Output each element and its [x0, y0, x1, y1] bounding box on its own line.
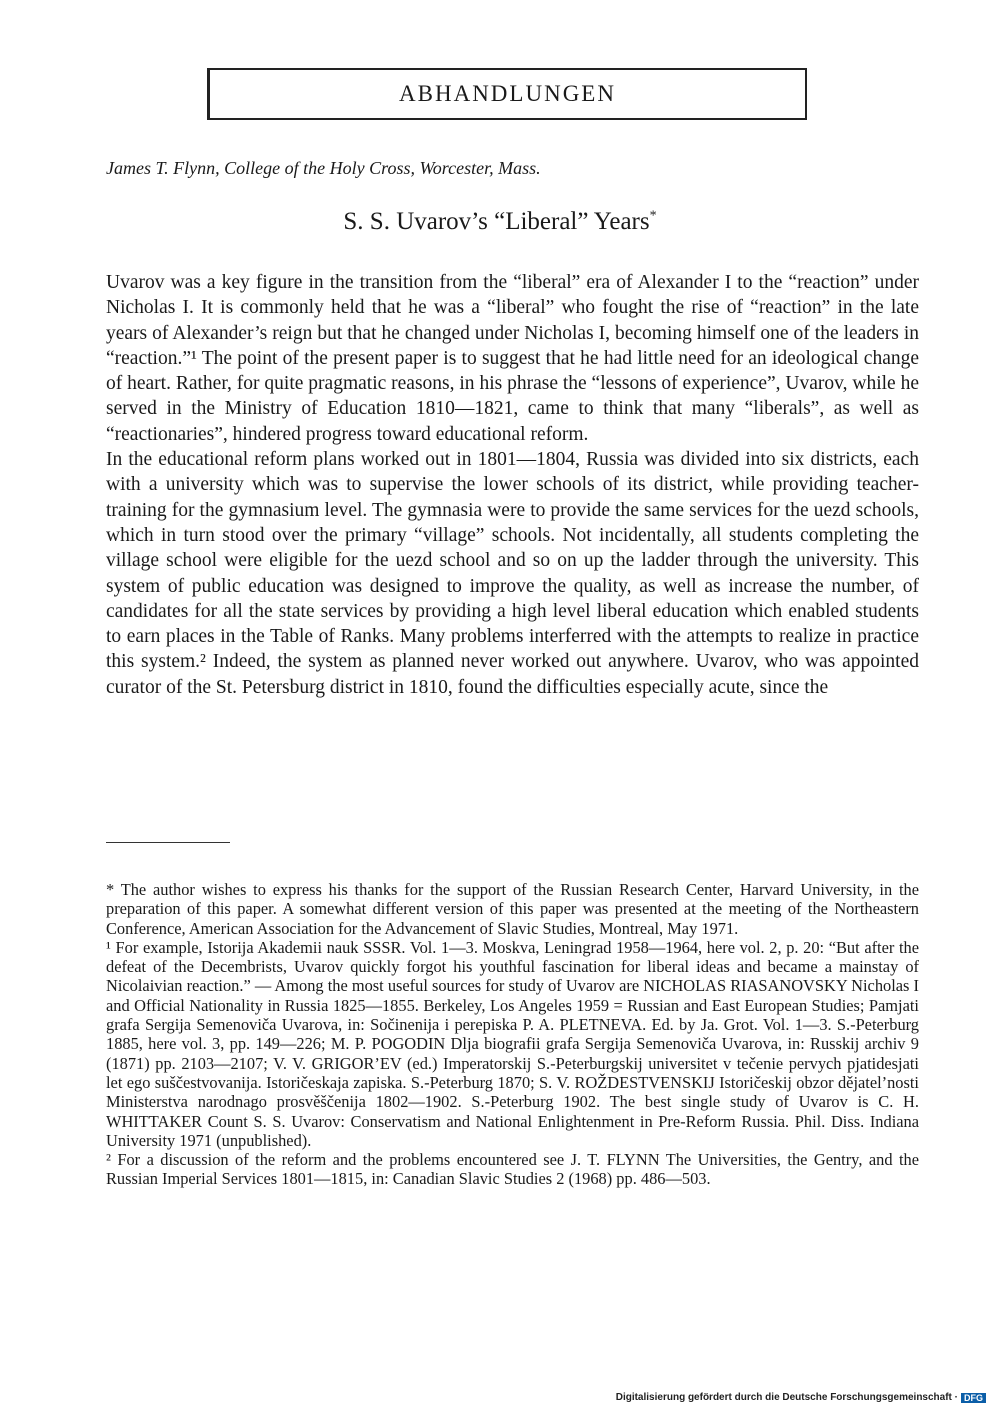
body-paragraph-2: In the educational reform plans worked out in 1801—1804, Russia was divided into six districts, each with a university which was to supervise the lower schools of its district, while providing teacher-training for the gymnasium level. The gymnasia were to provide the same services for the uezd schools, which in turn stood over the primary “village” schools. Not incidentally, all students completing the village school were eligible for the uezd school and so on up the ladder through the university. This system of public education was designed to improve the quality, as well as increase the number, of candidates for all the state services by providing a high level liberal education which enabled students to earn places in the Table of Ranks. Many problems interferred with the attempts to realize in practice this system.² Indeed, the system as planned never worked out anywhere. Uvarov, who was appointed curator of the St. Petersburg district in 1810, found the difficulties especially acute, since the	[106, 449, 919, 698]
section-header-box	[207, 68, 807, 120]
article-title-text: S. S. Uvarov’s “Liberal” Years	[343, 208, 650, 235]
article-title	[0, 208, 1000, 236]
article-body	[106, 270, 919, 700]
footnote-star: * The author wishes to express his thanks for the support of the Russian Research Center, Harvard University, in the preparation of this paper. A somewhat different version of this paper was presented at the meeting of the Northeastern Conference, American Association for the Advancement of Slavic Studies, Montreal, May 1971.	[106, 880, 919, 938]
dfg-logo: DFG	[961, 1393, 986, 1403]
footnotes	[106, 880, 919, 1189]
footnote-1: ¹ For example, Istorija Akademii nauk SSSR. Vol. 1—3. Moskva, Leningrad 1958—1964, here vol. 2, p. 20: “But after the defeat of the Decembrists, Uvarov quickly forgot his youthful fascination for liberal ideas and became a mainstay of Nicolaivian reaction.” — Among the most useful sources for study of Uvarov are NICHOLAS RIASANOVSKY Nicholas I and Official Nationality in Russia 1825—1855. Berkeley, Los Angeles 1959 = Russian and East European Studies; Pamjati grafa Sergija Semenoviča Uvarova, in: Sočinenija i perepiska P. A. PLETNEVA. Ed. by Ja. Grot. Vol. 1—3. S.-Peterburg 1885, here vol. 3, pp. 149—226; M. P. POGODIN Dlja biografii grafa Sergija Semenoviča Uvarova, in: Russkij archiv 9 (1871) pp. 2103—2107; V. V. GRIGOR’EV (ed.) Imperatorskij S.-Peterburgskij universitet v tečenie pervych pjatidesjati let ego suščestvovanija. Istoričeskaja zapiska. S.-Peterburg 1870; S. V. ROŽDESTVENSKIJ Istoričeskij obzor dějatel’nosti Ministerstva narodnago prosvěščenija 1802—1902. S.-Peterburg 1902. The best single study of Uvarov is C. H. WHITTAKER Count S. S. Uvarov: Conservatism and National Enlightenment in Pre-Reform Russia. Phil. Diss. Indiana University 1971 (unpublished).	[106, 937, 919, 1150]
footnote-2: ² For a discussion of the reform and the problems encountered see J. T. FLYNN The Universities, the Gentry, and the Russian Imperial Services 1801—1815, in: Canadian Slavic Studies 2 (1968) pp. 486—503.	[106, 1150, 919, 1189]
author-byline: James T. Flynn, College of the Holy Cross, Worcester, Mass.	[106, 158, 541, 178]
digitization-credit	[616, 1392, 986, 1403]
title-footnote-mark: *	[649, 208, 657, 224]
section-title: ABHANDLUNGEN	[399, 81, 616, 106]
body-paragraph-1: Uvarov was a key figure in the transition from the “liberal” era of Alexander I to the “reaction” under Nicholas I. It is commonly held that he was a “liberal” who fought the rise of “reaction” in the late years of Alexander’s reign but that he changed under Nicholas I, becoming himself one of the leaders in “reaction.”¹ The point of the present paper is to suggest that he had little need for an ideological change of heart. Rather, for quite pragmatic reasons, in his phrase the “lessons of experience”, Uvarov, while he served in the Ministry of Education 1810—1821, came to think that many “liberals”, as well as “reactionaries”, hindered progress toward educational reform.	[106, 272, 919, 445]
credit-text: Digitalisierung gefördert durch die Deutsche Forschungsgemeinschaft ·	[615, 1392, 958, 1403]
footnote-separator	[106, 842, 230, 843]
